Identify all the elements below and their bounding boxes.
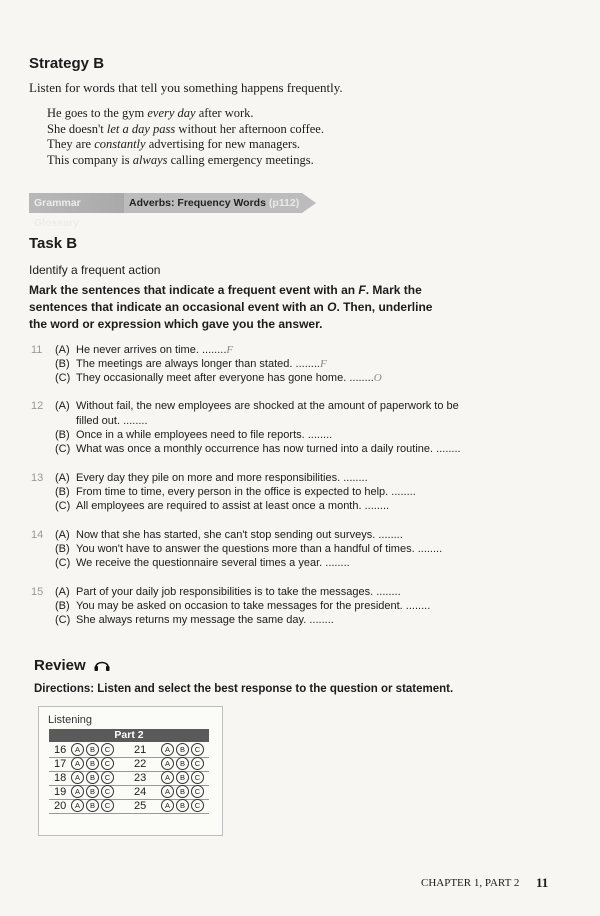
answer-blank[interactable]: ........	[343, 472, 368, 484]
answer-bubble[interactable]: A	[161, 771, 174, 784]
answer-bubble[interactable]: B	[176, 757, 189, 770]
question-number-label: 16	[54, 744, 67, 756]
answer-bubble[interactable]: C	[101, 771, 114, 784]
answer-blank[interactable]: ........	[201, 344, 227, 356]
answer-bubble[interactable]: C	[101, 799, 114, 812]
answer-bubble[interactable]: C	[191, 771, 204, 784]
answer-blank[interactable]: ........	[417, 543, 443, 555]
answer-bubble[interactable]: A	[161, 743, 174, 756]
question-number-label: 25	[134, 800, 147, 812]
answer-bubble[interactable]: C	[191, 757, 204, 770]
page: Strategy B Listen for words that tell you something happens frequently. He goes to the gym every day after work. She doesn't let a day pass without her afternoon coffee. They are constantly advertising for new managers. This company is always calling emergency meetings. Grammar Glossary Adverbs: Frequency Words (p112) Task B Identify a frequent action Mark the sentences that indicate a frequent event with an F. Mark the sentences that indicate an occasional event with an O. Then, underline the word or expression which gave you the answer. 11 (A) He never arrives on time. ........F (B) The meetings are always longer than stated. ........F (C) They occasionally meet after everyone has gone home. ........O 12 (A) Without fail, the new employees are shocked at the amount of paperwork to be filled out. ........ (B) Once in a while employees need to file reports. ........ (C) What was once a monthly occurrence has now turned into a daily routine. ........ 13 (A) Every day they pile on more and more responsibilities. ........ (B) From time to time, every person in the office is expected to help. ........ (C) All employees are required to assist at least once a month. ........ 14 (A) Now that she has started, she can't stop sending out surveys. ........ (B) You won't have to answer the questions more than a handful of times. ........ (C) We receive the questionnaire several times a year. ........ 15 (A) Part of your daily job responsibilities is to take the messages. ........ (B) You may be asked on occasion to take messages for the president. ........ (C) She always returns my message the same day. ........ Review Directions: Listen and select the best response to the question or statement. Listening Part 2 16 A B C 21 A B C 17 A B C 22 A B C 18 A B C 23 A B C 19 A B C 24 A B C 20 A B C 25 A B C CHAPTER 1, PART 2 11	[29, 55, 549, 890]
question-number-label: 20	[54, 800, 67, 812]
answer-bubble[interactable]: B	[86, 785, 99, 798]
answer-bubble-group	[71, 757, 116, 772]
answer-bubble-group	[161, 757, 206, 772]
answer-bubble-group	[71, 743, 116, 758]
glossary-topic: Adverbs: Frequency Words (p112)	[124, 193, 302, 213]
page-number: 11	[536, 875, 549, 890]
answer-bubble[interactable]: A	[71, 757, 84, 770]
review-title: Review	[34, 657, 111, 674]
answer-blank[interactable]: ........	[349, 372, 374, 384]
answer-bubble[interactable]: A	[161, 799, 174, 812]
question-number: 11	[31, 344, 43, 356]
answer-sheet-heading: Listening	[48, 714, 93, 726]
answer-bubble-group	[161, 785, 206, 800]
headphones-icon[interactable]	[93, 658, 111, 672]
strategy-title: Strategy B	[29, 55, 105, 72]
question-number-label: 22	[134, 758, 147, 770]
glossary-page: (p112)	[268, 197, 300, 209]
answer-bubble[interactable]: C	[191, 743, 204, 756]
chapter-label: CHAPTER 1, PART 2	[421, 877, 520, 889]
answer-blank[interactable]: ........	[309, 614, 334, 626]
answer-blank[interactable]: ........	[364, 500, 390, 512]
answer-sheet	[38, 706, 223, 836]
answer-bubble-group	[71, 785, 116, 800]
question-number: 12	[31, 400, 44, 412]
task-title: Task B	[29, 235, 78, 252]
answer-bubble[interactable]: B	[176, 771, 189, 784]
answer-bubble[interactable]: A	[71, 799, 84, 812]
answer-bubble[interactable]: B	[86, 757, 99, 770]
handwritten-answer: F	[226, 344, 234, 356]
handwritten-answer: O	[373, 372, 382, 384]
answer-blank[interactable]: ........	[378, 529, 403, 541]
question-number: 15	[31, 586, 44, 598]
example-line: She doesn't let a day pass without her afternoon coffee.	[47, 121, 324, 136]
answer-bubble[interactable]: B	[176, 799, 189, 812]
example-line: He goes to the gym every day after work.	[47, 106, 254, 120]
answer-bubble[interactable]: A	[71, 785, 84, 798]
question-number-label: 23	[134, 772, 147, 784]
answer-blank[interactable]: ........	[325, 557, 350, 569]
question-number-label: 24	[134, 786, 147, 798]
answer-bubble[interactable]: C	[101, 757, 114, 770]
answer-bubble[interactable]: B	[86, 743, 99, 756]
glossary-label: Grammar Glossary	[29, 193, 124, 213]
answer-bubble[interactable]: B	[176, 785, 189, 798]
question-number-label: 17	[54, 758, 67, 770]
task-subtitle: Identify a frequent action	[29, 263, 161, 277]
answer-sheet-part: Part 2	[49, 729, 209, 742]
grammar-glossary-banner	[29, 193, 319, 229]
answer-blank[interactable]: ........	[307, 429, 333, 441]
answer-blank[interactable]: ........	[405, 600, 431, 612]
strategy-examples	[47, 106, 324, 168]
question-number-label: 19	[54, 786, 67, 798]
answer-bubble[interactable]: B	[176, 743, 189, 756]
answer-bubble[interactable]: A	[161, 785, 174, 798]
question-number: 13	[31, 472, 44, 484]
answer-bubble-group	[161, 771, 206, 786]
answer-bubble[interactable]: B	[86, 771, 99, 784]
task-directions: Mark the sentences that indicate a frequent event with an F. Mark the sentences that indicate an occasional event with an O. Then, underline the word or expression which gave you the answer.	[29, 283, 433, 331]
answer-bubble[interactable]: A	[71, 771, 84, 784]
answer-bubble-group	[161, 799, 206, 814]
answer-bubble-group	[71, 771, 116, 786]
answer-bubble[interactable]: A	[71, 743, 84, 756]
question-number-label: 21	[134, 744, 147, 756]
strategy-intro: Listen for words that tell you something happens frequently.	[29, 80, 343, 95]
question-number: 14	[31, 529, 44, 541]
question-number-label: 18	[54, 772, 67, 784]
handwritten-answer: F	[319, 358, 327, 370]
answer-blank[interactable]: ........	[391, 486, 416, 498]
answer-bubble[interactable]: C	[191, 785, 204, 798]
answer-bubble-group	[71, 799, 116, 814]
answer-bubble[interactable]: C	[101, 785, 114, 798]
answer-bubble-group	[161, 743, 206, 758]
answer-blank[interactable]: ........	[376, 586, 401, 598]
answer-bubble[interactable]: C	[101, 743, 114, 756]
answer-blank[interactable]: ........	[436, 443, 461, 455]
example-line: They are constantly advertising for new managers.	[47, 137, 301, 152]
answer-bubble[interactable]: A	[161, 757, 174, 770]
example-line: This company is always calling emergency meetings.	[47, 152, 314, 167]
banner-arrow	[302, 193, 316, 213]
answer-blank[interactable]: ........	[123, 415, 148, 427]
answer-blank[interactable]: ........	[295, 358, 320, 370]
answer-bubble[interactable]: B	[86, 799, 99, 812]
answer-bubble[interactable]: C	[191, 799, 204, 812]
review-directions: Directions: Listen and select the best response to the question or statement.	[34, 683, 454, 695]
